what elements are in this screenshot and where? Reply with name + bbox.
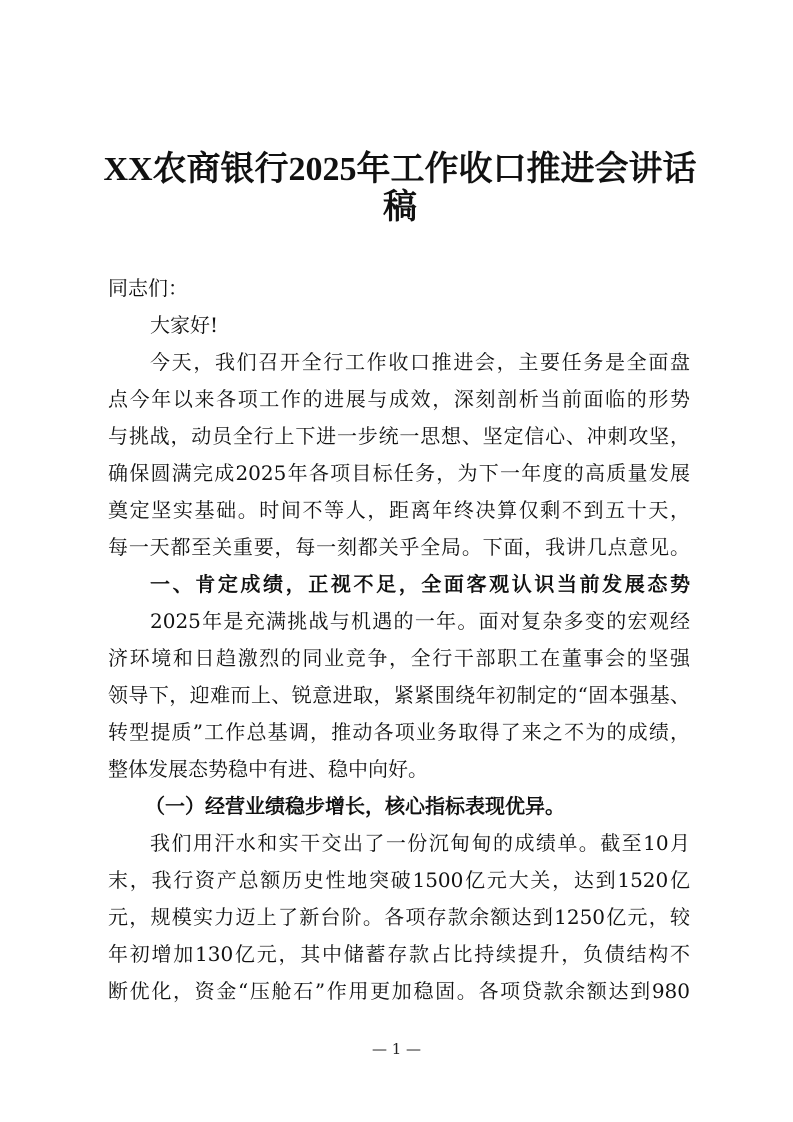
- text-line: 奠定坚实基础。时间不等人，距离年终决算仅剩不到五十天，: [108, 498, 690, 522]
- subsection-heading: （一）经营业绩稳步增长，核心指标表现优异。: [145, 794, 565, 818]
- salutation: 同志们：: [108, 276, 188, 300]
- text-line: 每一天都至关重要，每一刻都关乎全局。下面，我讲几点意见。: [108, 535, 690, 559]
- text-line: 今天，我们召开全行工作收口推进会，主要任务是全面盘: [150, 350, 690, 374]
- text-line: 济环境和日趋激烈的同业竞争，全行干部职工在董事会的坚强: [108, 646, 690, 670]
- text-line: 年初增加130亿元，其中储蓄存款占比持续提升，负债结构不: [108, 942, 690, 966]
- page-number: — 1 —: [371, 1040, 422, 1058]
- text-line: 整体发展态势稳中有进、稳中向好。: [108, 757, 428, 781]
- greeting: 大家好!: [150, 313, 219, 337]
- text-line: 末，我行资产总额历史性地突破1500亿元大关，达到1520亿: [108, 868, 690, 892]
- text-line: 元，规模实力迈上了新台阶。各项存款余额达到1250亿元，较: [108, 905, 690, 929]
- text-line: 2025年是充满挑战与机遇的一年。面对复杂多变的宏观经: [150, 609, 690, 633]
- text-line: 点今年以来各项工作的进展与成效，深刻剖析当前面临的形势: [108, 387, 690, 411]
- text-line: 与挑战，动员全行上下进一步统一思想、坚定信心、冲刺攻坚，: [108, 424, 690, 448]
- text-line: 领导下，迎难而上、锐意进取，紧紧围绕年初制定的“固本强基、: [108, 683, 690, 707]
- text-line: 我们用汗水和实干交出了一份沉甸甸的成绩单。截至10月: [150, 831, 690, 855]
- document-title-line-2: 稿: [383, 189, 417, 226]
- text-line: 断优化，资金“压舱石”作用更加稳固。各项贷款余额达到980: [108, 979, 690, 1003]
- document-title-line-1: XX农商银行2025年工作收口推进会讲话: [103, 151, 697, 188]
- text-line: 转型提质”工作总基调，推动各项业务取得了来之不为的成绩，: [108, 720, 690, 744]
- section-heading: 一、肯定成绩，正视不足，全面客观认识当前发展态势: [150, 572, 690, 596]
- text-line: 确保圆满完成2025年各项目标任务，为下一年度的高质量发展: [108, 461, 690, 485]
